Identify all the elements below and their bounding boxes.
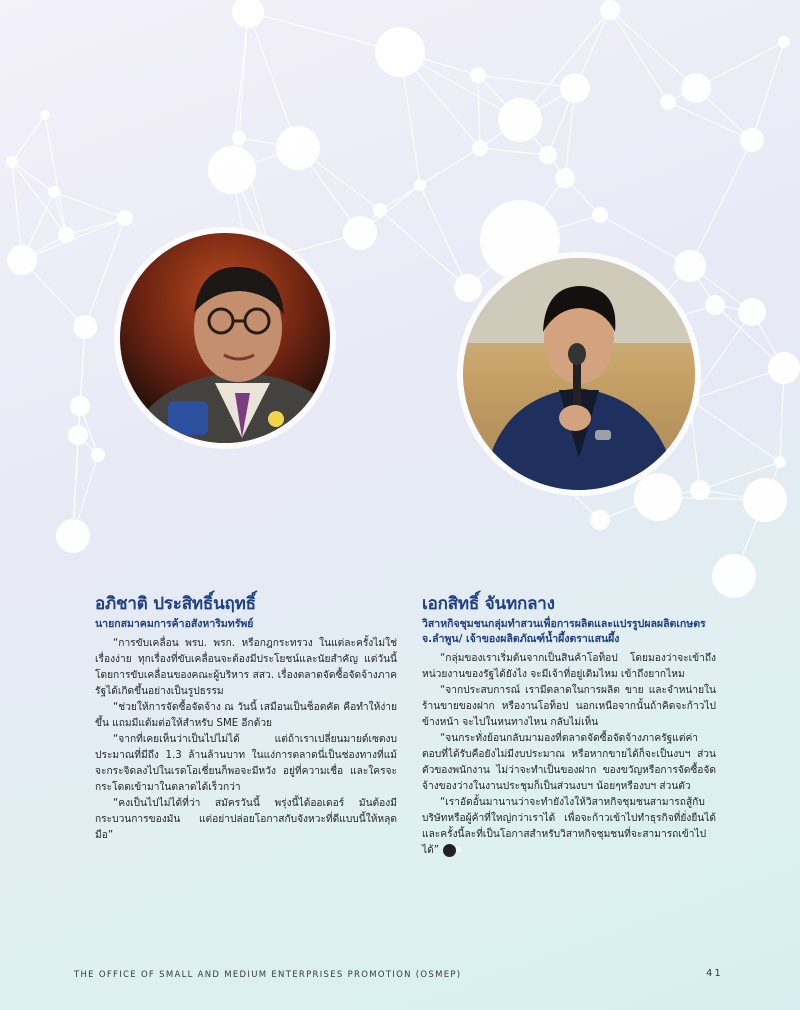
network-node: [555, 168, 575, 188]
network-node: [712, 554, 756, 598]
network-node: [539, 146, 557, 164]
network-link: [420, 185, 468, 288]
network-node: [91, 448, 105, 462]
network-link: [610, 10, 668, 102]
network-node: [454, 274, 482, 302]
network-node: [743, 478, 787, 522]
network-node: [472, 140, 488, 156]
network-node: [48, 186, 60, 198]
network-link: [85, 218, 125, 327]
network-node: [768, 352, 800, 384]
network-link: [22, 218, 125, 260]
network-node: [634, 473, 682, 521]
network-link: [420, 148, 480, 185]
quote-text: “เราอัดอั้นมานานว่าจะทำยังไงให้วิสาหกิจชุมชนสามารถสู้กับบริษัทหรือผู้ค้าที่ใหญ่กว่าเราได้ เพื่อจะก้าวเข้าไปทำธุรกิจที่ยั่งยืนได้ และครั้งนี้ละที่เป็นโอกาสสำหรับวิสาหกิจชุมชนที่จะสามารถเข้าไปได้”: [422, 797, 716, 856]
quote-paragraph: “จนกระทั่งย้อนกลับมามองที่ตลาดจัดซื้อจัดจ้างภาครัฐแต่ค่าตอบที่ได้รับคือยังไม่มีงบประมาณ หรือหากขายได้ก็จะเป็นงบฯ ส่วนตัวของพนักงาน ไม่ว่าจะทำเป็นของฝาก ของขวัญหรือการจัดซื้อจัดจ้างของว่างในงานประชุมก็เป็นส่วนงบฯ น้อยๆหรืองบฯ ส่วนตัว: [422, 733, 716, 792]
network-node: [470, 67, 486, 83]
quote-paragraph: “จากประสบการณ์ เรามีตลาดในการผลิต ขาย และจำหน่ายในร้านขายของฝาก หรืองานโอท็อป นอกเหนือจากนั้นถ้าคิดจะก้าวไปข้างหน้า จะไปในหนทางไหน กลับไม่เห็น: [422, 685, 716, 728]
network-link: [690, 400, 780, 462]
network-node: [560, 73, 590, 103]
network-node: [40, 110, 50, 120]
network-node: [660, 94, 676, 110]
network-link: [12, 162, 54, 192]
network-node: [58, 227, 74, 243]
network-link: [66, 218, 125, 235]
quote-paragraph-last: [422, 795, 716, 859]
profile-name: เอกสิทธิ์ จันทกลาง: [422, 594, 555, 614]
network-link: [478, 75, 480, 148]
network-node: [373, 203, 387, 217]
network-node: [375, 27, 425, 77]
network-node: [414, 179, 426, 191]
quote-paragraph: “กลุ่มของเราเริ่มต้นจากเป็นสินค้าโอท็อป โดยมองว่าจะเข้าถึงหน่วยงานของรัฐได้ยังไง จะมีเจ้าที่อยู่เดิมไหม เข้าถึงยากไหม: [422, 653, 716, 680]
network-link: [690, 400, 700, 490]
network-node: [6, 156, 18, 168]
portrait-right-photo: [463, 258, 695, 490]
network-link: [380, 210, 468, 288]
profile-role: นายกสมาคมการค้าอสังหาริมทรัพย์: [95, 618, 254, 630]
network-node: [232, 0, 264, 28]
network-node: [343, 216, 377, 250]
network-node: [208, 146, 256, 194]
network-node: [774, 456, 786, 468]
network-node: [705, 295, 725, 315]
network-node: [56, 519, 90, 553]
network-node: [690, 480, 710, 500]
network-node: [70, 396, 90, 416]
profile-right: [422, 593, 716, 859]
close-circle-icon: ✕: [443, 844, 456, 857]
network-node: [738, 298, 766, 326]
network-link: [380, 185, 420, 210]
network-node: [232, 131, 246, 145]
network-node: [68, 425, 88, 445]
network-node: [740, 128, 764, 152]
network-link: [690, 140, 752, 266]
quote-paragraph: “การขับเคลื่อน พรบ. พรก. หรือกฎกระทรวง ในแต่ละครั้งไม่ใช่เรื่องง่าย ทุกเรื่องที่ขับเคลื่อนจะต้องมีประโยชน์และนัยสำคัญ แต่วันนี้ โดยการขับเคลื่อนของคณะผู้บริหาร สสว. เรื่องตลาดจัดซื้อจัดจ้างภาครัฐได้เกิดขึ้นอย่างเป็นรูปธรรม: [95, 638, 397, 697]
profile-name: อภิชาติ ประสิทธิ์นฤทธิ์: [95, 594, 256, 614]
network-link: [610, 10, 696, 88]
quote-paragraph: “คงเป็นไปไม่ได้ที่ว่า สมัครวันนี้ พรุ่งนี้ได้ออเดอร์ มันต้องมีกระบวนการของมัน แต่อย่าปล่อยโอกาสกับจังหวะที่ดีแบบนี้ให้หลุดมือ”: [95, 798, 397, 841]
network-node: [117, 210, 133, 226]
network-node: [276, 126, 320, 170]
network-node: [590, 510, 610, 530]
network-node: [498, 98, 542, 142]
portrait-left-photo: [120, 233, 330, 443]
network-link: [45, 115, 66, 235]
profile-role: วิสาหกิจชุมชนกลุ่มทำสวนเพื่อการผลิตและแปรรูปผลผลิตเกษตร จ.ลำพูน/ เจ้าของผลิตภัณฑ์น้ำผึ้งตราแสนผึ้ง: [422, 618, 706, 645]
network-node: [7, 245, 37, 275]
network-node: [592, 207, 608, 223]
profile-left: [95, 593, 397, 844]
quote-paragraph: “ช่วยให้การจัดซื้อจัดจ้าง ณ วันนี้ เสมือนเป็นช็อตคัด คือทำให้ง่ายขึ้น แถมมีแต้มต่อให้สำหรับ SME อีกด้วย: [95, 702, 397, 729]
footer-publisher: THE OFFICE OF SMALL AND MEDIUM ENTERPRISES PROMOTION (OSMEP): [74, 970, 462, 980]
network-node: [778, 36, 790, 48]
network-link: [668, 102, 752, 140]
network-node: [73, 315, 97, 339]
page-number: 41: [706, 968, 723, 979]
network-node: [674, 250, 706, 282]
network-link: [480, 148, 548, 155]
quote-paragraph: “จากที่เคยเห็นว่าเป็นไปไม่ได้ แต่ถ้าเราเปลี่ยนมายด์เซตงบประมาณที่มีถึง 1.3 ล้านล้านบาท ในแง่การตลาดนี่เป็นช่องทางที่แม้จะกระจิดลงไปในเรดโอเชี่ยนก็พอจะมีหวัง อยู่ที่ความเชื่อ และใครจะกระโดดเข้ามาในตลาดได้เร็วกว่า: [95, 734, 397, 793]
network-link: [54, 192, 125, 218]
network-node: [600, 0, 620, 20]
network-link: [12, 115, 45, 162]
network-link: [690, 312, 752, 400]
network-node: [681, 73, 711, 103]
